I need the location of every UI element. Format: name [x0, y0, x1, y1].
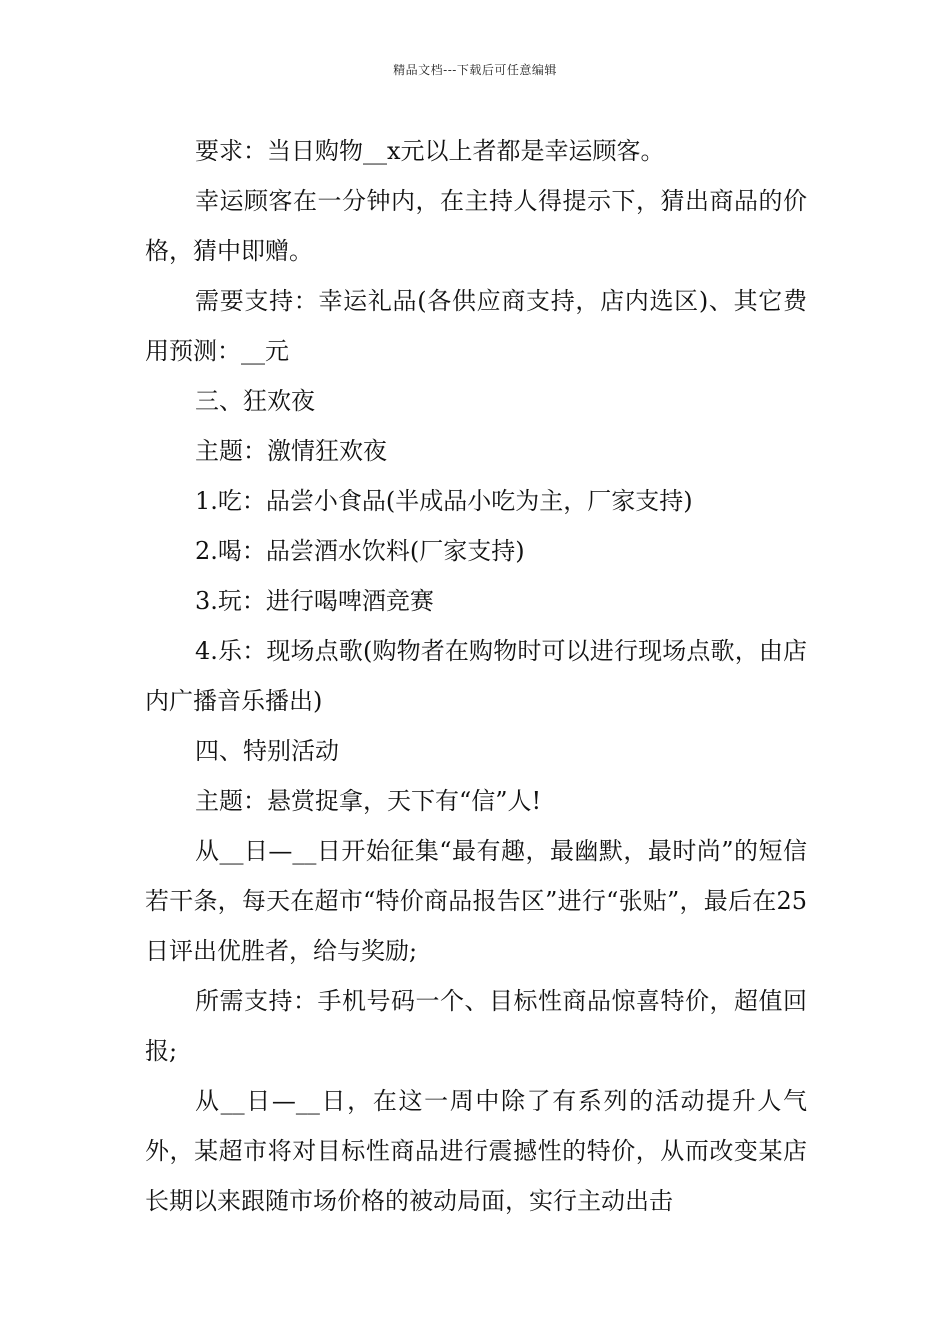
section-heading-carnival: 三、狂欢夜 [195, 387, 315, 415]
list-item-music: 4.乐：现场点歌(购物者在购物时可以进行现场点歌，由店内广播音乐播出) [145, 637, 807, 715]
paragraph-sms-contest: 从__日—__日开始征集“最有趣，最幽默，最时尚”的短信若干条，每天在超市“特价商品报告区”进行“张贴”，最后在25日评出优胜者，给与奖励; [145, 837, 807, 965]
paragraph-special-theme: 主题：悬赏捉拿，天下有“信”人! [195, 787, 542, 815]
page-header: 精品文档---下载后可任意编辑 [393, 63, 557, 77]
paragraph-special-price: 从__日—__日，在这一周中除了有系列的活动提升人气外，某超市将对目标性商品进行震撼性的特价，从而改变某店长期以来跟随市场价格的被动局面，实行主动出击 [145, 1087, 807, 1215]
list-item-eat: 1.吃：品尝小食品(半成品小吃为主，厂家支持) [195, 487, 693, 515]
paragraph-requirement: 要求：当日购物__x元以上者都是幸运顾客。 [195, 137, 665, 165]
paragraph-support-needed: 需要支持：幸运礼品(各供应商支持，店内选区)、其它费用预测：__元 [145, 287, 807, 365]
paragraph-support-required: 所需支持：手机号码一个、目标性商品惊喜特价，超值回报; [145, 987, 807, 1065]
document-body [145, 126, 807, 1226]
list-item-drink: 2.喝：品尝酒水饮料(厂家支持) [195, 537, 525, 565]
paragraph-lucky-customer: 幸运顾客在一分钟内，在主持人得提示下，猜出商品的价格，猜中即赠。 [145, 187, 807, 265]
section-heading-special: 四、特别活动 [195, 737, 339, 765]
list-item-play: 3.玩：进行喝啤酒竞赛 [195, 587, 434, 615]
paragraph-carnival-theme: 主题：激情狂欢夜 [195, 437, 387, 465]
